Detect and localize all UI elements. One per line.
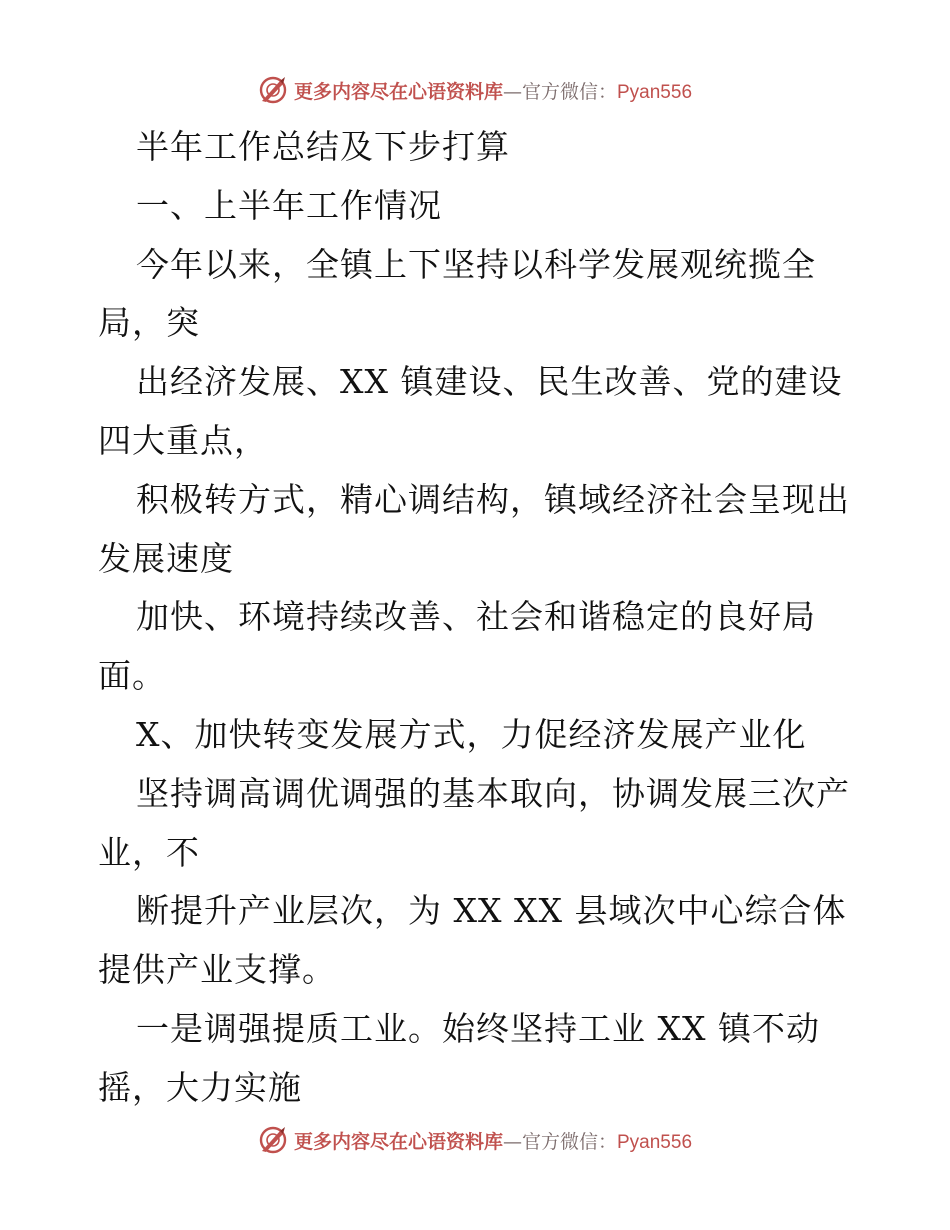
text-line: 出经济发展、XX 镇建设、民生改善、党的建设	[136, 362, 843, 402]
text-line: 加快、环境持续改善、社会和谐稳定的良好局	[136, 597, 816, 637]
watermark-main-text: 更多内容尽在心语资料库	[293, 1130, 503, 1153]
text-line: 半年工作总结及下步打算	[136, 127, 510, 166]
text-line: 今年以来，全镇上下坚持以科学发展观统揽全	[136, 244, 816, 284]
text-line: 局，突	[98, 303, 200, 343]
document-body	[98, 118, 858, 1118]
watermark-sub-text: 官方微信：	[521, 80, 617, 103]
quill-circle-logo-icon	[258, 1125, 288, 1155]
text-line: 一、上半年工作情况	[136, 185, 442, 225]
text-line: 四大重点，	[98, 420, 268, 460]
text-line: 积极转方式，精心调结构，镇域经济社会呈现出	[136, 479, 850, 519]
quill-circle-logo-icon	[258, 75, 288, 105]
watermark-id-text: Pyan556	[617, 81, 693, 103]
text-line: 业，不	[98, 832, 200, 872]
text-line: 提供产业支撑。	[98, 950, 336, 990]
watermark-sub-text: 官方微信：	[521, 1130, 617, 1153]
text-line: 断提升产业层次，为 XX XX 县域次中心综合体	[136, 891, 847, 931]
footer-watermark	[0, 1120, 950, 1160]
watermark-main-text: 更多内容尽在心语资料库	[293, 80, 503, 103]
watermark-text	[294, 77, 692, 104]
watermark-text	[294, 1127, 692, 1154]
text-line: 坚持调高调优调强的基本取向，协调发展三次产	[136, 773, 850, 813]
text-line: X、加快转变发展方式，力促经济发展产业化	[136, 714, 807, 754]
text-line: 发展速度	[98, 538, 234, 578]
text-line: 摇，大力实施	[98, 1067, 302, 1107]
text-line: 面。	[98, 656, 166, 696]
text-line: 一是调强提质工业。始终坚持工业 XX 镇不动	[136, 1008, 820, 1048]
watermark-dash: —	[502, 1130, 522, 1153]
watermark-dash: —	[502, 80, 522, 103]
watermark-id-text: Pyan556	[617, 1131, 693, 1153]
header-watermark	[0, 70, 950, 110]
